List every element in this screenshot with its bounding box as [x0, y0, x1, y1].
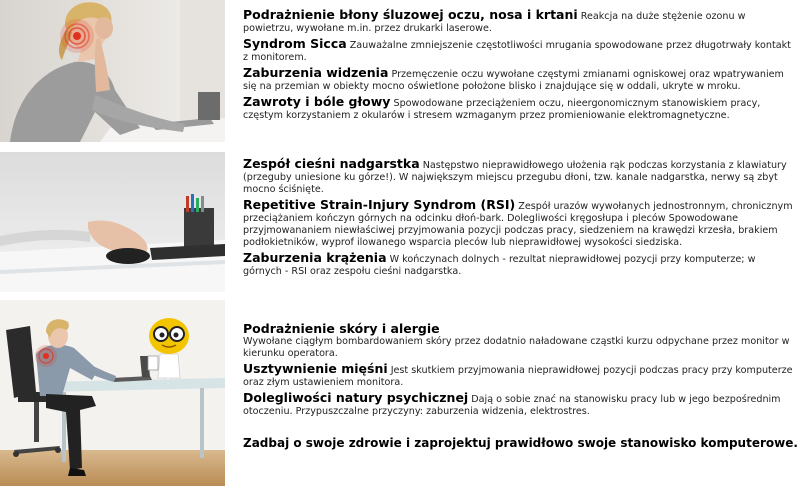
section-eyes-head [243, 8, 795, 124]
photo-posture [0, 300, 225, 486]
item-title: Podrażnienie skóry i alergie [243, 321, 440, 336]
posture-illustration [0, 300, 225, 486]
item-description: Dają o sobie znać na stanowisku pracy lub w jego bezpośrednim otoczeniu. Przypuszczalne przyczyny: zaburzenia widzenia, elektrostres. [243, 394, 781, 417]
item-rsi [243, 198, 795, 249]
section-hands-circulation [243, 157, 795, 280]
item-title: Usztywnienie mięśni [243, 361, 388, 376]
item-circulation [243, 251, 795, 278]
item-description: Wywołane ciągłym bombardowaniem skóry przez dodatnio naładowane cząstki kurzu odpychane przez monitor w kierunku operatora. [243, 336, 790, 359]
item-description: Następstwo nieprawidłowego ułożenia rąk podczas korzystania z klawiatury (przeguby uniesione ku górze!). W największym miejscu przegubu dłoni, tzw. kanale nadgarstka, nerwy są zbyt mocno ściśnięte. [243, 160, 787, 195]
item-description: Spowodowane przeciążeniem oczu, nieergonomicznym stanowiskiem pracy, częstym korzystaniem z okularów i stresem wzmaganym przez promieniowanie elektromagnetyczne. [243, 98, 761, 121]
item-title: Zaburzenia krążenia [243, 250, 387, 265]
closing-statement: Zadbaj o swoje zdrowie i zaprojektuj prawidłowo swoje stanowisko komputerowe. [243, 436, 798, 450]
item-title: Zawroty i bóle głowy [243, 94, 391, 109]
item-description: Jest skutkiem przyjmowania nieprawidłowej pozycji podczas pracy przy komputerze oraz złym ustawieniem monitora. [243, 365, 793, 388]
item-mucosa-irritation [243, 8, 795, 35]
headache-illustration [0, 0, 225, 142]
section-skin-muscles-psyche [243, 322, 795, 420]
wrist-illustration [0, 152, 225, 292]
item-description: Zauważalne zmniejszenie częstotliwości mrugania spowodowane przez długotrwały kontakt z monitorem. [243, 40, 791, 63]
item-carpal-tunnel [243, 157, 795, 196]
item-description: W kończynach dolnych - rezultat nieprawidłowej pozycji przy komputerze; w górnych - RSI oraz zespołu cieśni nadgarstka. [243, 254, 756, 277]
item-headaches [243, 95, 795, 122]
item-title: Zespół cieśni nadgarstka [243, 156, 420, 171]
photo-wrist [0, 152, 225, 292]
pain-marker-icon [60, 19, 94, 53]
item-sicca-syndrome [243, 37, 795, 64]
pain-marker-icon [35, 345, 57, 367]
item-description: Przemęczenie oczu wywołane częstymi zmianami ogniskowej oraz wpatrywaniem się na przemian w obiekty mocno oświetlone położone blisko i znajdujące się w oddali, ukryte w mroku. [243, 69, 784, 92]
item-skin-allergies [243, 322, 795, 360]
item-title: Dolegliwości natury psychicznej [243, 390, 469, 405]
item-description: Zespół urazów wywołanych jednostronnym, chronicznym przeciążaniem kończyn górnych na odcinku dłoń-bark. Dolegliwości kręgosłupa i pleców Spowodowane przyjmowananiem niewłaściwej przyjmowania pozycji podczas pracy, siedzeniem na krawędzi krzesła, brakiem podłokietników, wyprof ilowanego wsparcia pleców lub nieprawidłowej wysokości siedziska. [243, 201, 793, 248]
item-description: Reakcja na duże stężenie ozonu w powietrzu, wywołane m.in. przez drukarki laserowe. [243, 11, 746, 34]
item-title: Syndrom Sicca [243, 36, 347, 51]
item-muscle-stiffness [243, 362, 795, 389]
item-title: Repetitive Strain-Injury Syndrom (RSI) [243, 197, 516, 212]
item-title: Zaburzenia widzenia [243, 65, 389, 80]
item-vision-disorders [243, 66, 795, 93]
item-psychological [243, 391, 795, 418]
item-title: Podrażnienie błony śluzowej oczu, nosa i krtani [243, 7, 578, 22]
photo-headache [0, 0, 225, 142]
